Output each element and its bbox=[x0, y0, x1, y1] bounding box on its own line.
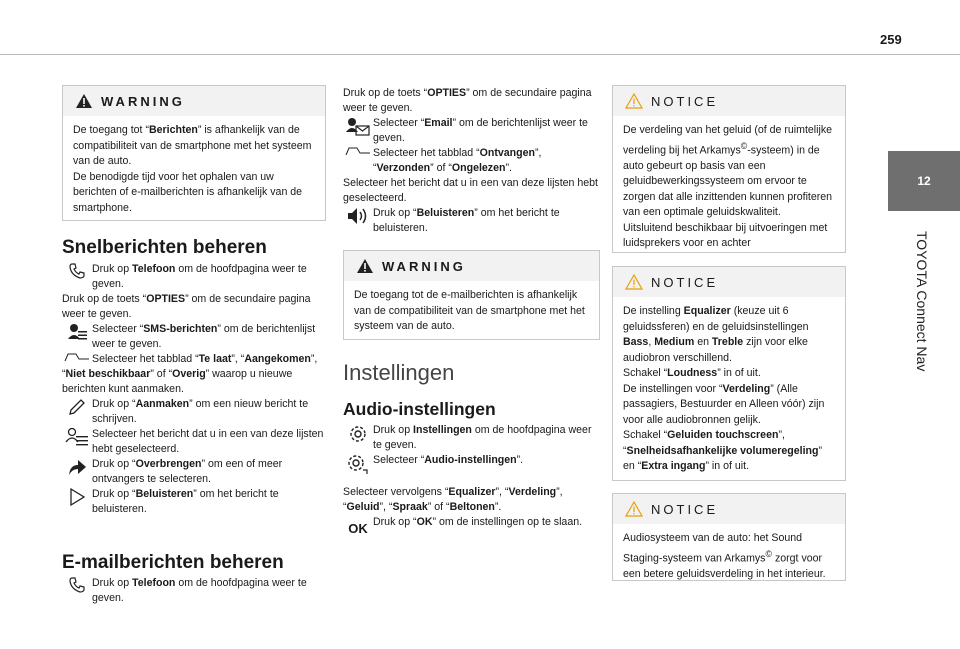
step-text: Selecteer “Email” om de berichtenlijst weer te geven. bbox=[373, 117, 588, 144]
warning-header bbox=[63, 86, 325, 116]
step-row bbox=[62, 397, 326, 427]
header-rule bbox=[0, 54, 960, 55]
notice-title: NOTICE bbox=[651, 501, 719, 517]
phone-icon bbox=[62, 576, 92, 594]
warning-box-email bbox=[343, 250, 600, 340]
step-row bbox=[62, 262, 326, 292]
step-row bbox=[62, 427, 326, 457]
notice-icon bbox=[625, 93, 643, 109]
email-icon bbox=[343, 116, 373, 138]
audio-section bbox=[343, 423, 599, 536]
step-text: Selecteer “SMS-berichten” om de berichtenlijst weer te geven. bbox=[92, 323, 316, 350]
step-text: Druk op de toets “OPTIES” om de secundaire pagina weer te geven. bbox=[343, 87, 592, 114]
warning-icon bbox=[75, 93, 93, 109]
notice-body: De instelling Equalizer (keuze uit 6 geluidssferen) en de geluidsinstellingen Bass, Medium en Treble zijn voor elke audiobron verschillend. Schakel “Loudness” in of uit. De instellingen voor “Verdeling” (Alle passagiers, Bestuurder en Alleen vóór) zijn voor alle audiobronnen gelijk. Schakel “Geluiden touchscreen”, “Snelheidsafhankelijke volumeregeling” en “Extra ingang” in of uit. bbox=[623, 305, 825, 472]
step-text: Selecteer vervolgens “Equalizer”, “Verdeling”, “Geluid”, “Spraak” of “Beltonen”. bbox=[343, 486, 563, 513]
pencil-icon bbox=[62, 397, 92, 417]
warning-title: WARNING bbox=[101, 93, 185, 109]
step-text: Selecteer het tabblad “Ontvangen”, “Verzonden” of “Ongelezen”. bbox=[373, 147, 542, 174]
page-number: 259 bbox=[880, 32, 902, 47]
notice-header bbox=[613, 86, 845, 116]
step-row bbox=[62, 322, 326, 352]
step-text: Druk op de toets “OPTIES” om de secundaire pagina weer te geven. bbox=[62, 293, 311, 320]
notice-title: NOTICE bbox=[651, 274, 719, 290]
ok-icon: OK bbox=[348, 521, 368, 536]
email-continued bbox=[343, 86, 599, 236]
step-text: Druk op Instellingen om de hoofdpagina weer te geven. bbox=[373, 424, 592, 451]
message-list-icon bbox=[62, 427, 92, 449]
notice-box-sound-staging bbox=[612, 493, 846, 581]
step-text: Selecteer het bericht dat u in een van deze lijsten hebt geselecteerd. bbox=[343, 177, 599, 204]
forward-icon bbox=[62, 457, 92, 477]
step-row bbox=[62, 576, 326, 606]
tab-icon bbox=[343, 146, 373, 156]
chapter-number: 12 bbox=[917, 174, 931, 188]
phone-icon bbox=[62, 262, 92, 280]
step-text: Druk op “Beluisteren” om het bericht te beluisteren. bbox=[92, 488, 279, 515]
step-row bbox=[62, 457, 326, 487]
step-text: Druk op “Beluisteren” om het bericht te beluisteren. bbox=[373, 207, 560, 234]
step-row bbox=[343, 206, 599, 236]
step-text: Druk op “OK” om de instellingen op te slaan. bbox=[373, 516, 583, 528]
step-row bbox=[343, 116, 599, 146]
warning-header bbox=[344, 251, 599, 281]
notice-box-distribution bbox=[612, 85, 846, 253]
step-row bbox=[343, 146, 599, 176]
step-text: Druk op Telefoon om de hoofdpagina weer te geven. bbox=[92, 263, 307, 290]
step-row bbox=[62, 352, 326, 397]
step-text: Selecteer het tabblad “Te laat”, “Aangekomen”, “Niet beschikbaar” of “Overig” waarop u nieuwe berichten kunt aanmaken. bbox=[62, 353, 318, 395]
section-heading-sms: Snelberichten beheren bbox=[62, 237, 267, 258]
notice-icon bbox=[625, 501, 643, 517]
warning-icon bbox=[356, 258, 374, 274]
notice-title: NOTICE bbox=[651, 93, 719, 109]
email-section bbox=[62, 576, 326, 606]
notice-body: Audiosysteem van de auto: het Sound Staging-systeem van Arkamys© zorgt voor een betere geluidsverdeling in het interieur. bbox=[623, 532, 826, 580]
step-row bbox=[343, 515, 599, 536]
section-heading-email: E-mailberichten beheren bbox=[62, 552, 284, 573]
notice-box-equalizer bbox=[612, 266, 846, 481]
step-text: Druk op Telefoon om de hoofdpagina weer te geven. bbox=[92, 577, 307, 604]
notice-header bbox=[613, 267, 845, 297]
warning-body: De toegang tot de e-mailberichten is afhankelijk van de compatibiliteit van de smartphone met het systeem van de auto. bbox=[354, 289, 585, 332]
section-heading-settings: Instellingen bbox=[343, 360, 455, 385]
play-icon bbox=[62, 487, 92, 507]
notice-body: De verdeling van het geluid (of de ruimtelijke verdeling bij het Arkamys©-systeem) in de auto gebeurt op basis van een geluidbewerkingssysteem om ervoor te zorgen dat alle inzittenden kunnen profiteren van een optimale geluidskwaliteit. Uitsluitend beschikbaar bij uitvoeringen met luidsprekers voor en achter bbox=[623, 124, 833, 250]
subheading-audio: Audio-instellingen bbox=[343, 399, 496, 419]
step-text: Druk op “Overbrengen” om een of meer ontvangers te selecteren. bbox=[92, 458, 283, 485]
step-row bbox=[343, 423, 599, 453]
chapter-tab[interactable] bbox=[888, 151, 960, 211]
step-row bbox=[62, 487, 326, 517]
step-text: Selecteer het bericht dat u in een van deze lijsten hebt geselecteerd. bbox=[92, 428, 324, 455]
audio-settings-icon bbox=[343, 453, 373, 475]
warning-body: De toegang tot “Berichten” is afhankelijk van de compatibiliteit van de smartphone met het systeem van de auto. De benodigde tijd voor het ophalen van uw berichten of e-mailberichten is afhankelijk van de smartphone. bbox=[73, 124, 312, 214]
warning-box-messages bbox=[62, 85, 326, 221]
settings-icon bbox=[343, 423, 373, 445]
notice-icon bbox=[625, 274, 643, 290]
messages-icon bbox=[62, 322, 92, 342]
step-text: Druk op “Aanmaken” om een nieuw bericht te schrijven. bbox=[92, 398, 309, 425]
sms-section bbox=[62, 262, 326, 517]
speaker-icon bbox=[343, 206, 373, 226]
step-text: Selecteer “Audio-instellingen”. bbox=[373, 454, 524, 466]
notice-header bbox=[613, 494, 845, 524]
warning-title: WARNING bbox=[382, 258, 466, 274]
chapter-title: TOYOTA Connect Nav bbox=[914, 231, 930, 372]
step-row bbox=[343, 453, 599, 475]
